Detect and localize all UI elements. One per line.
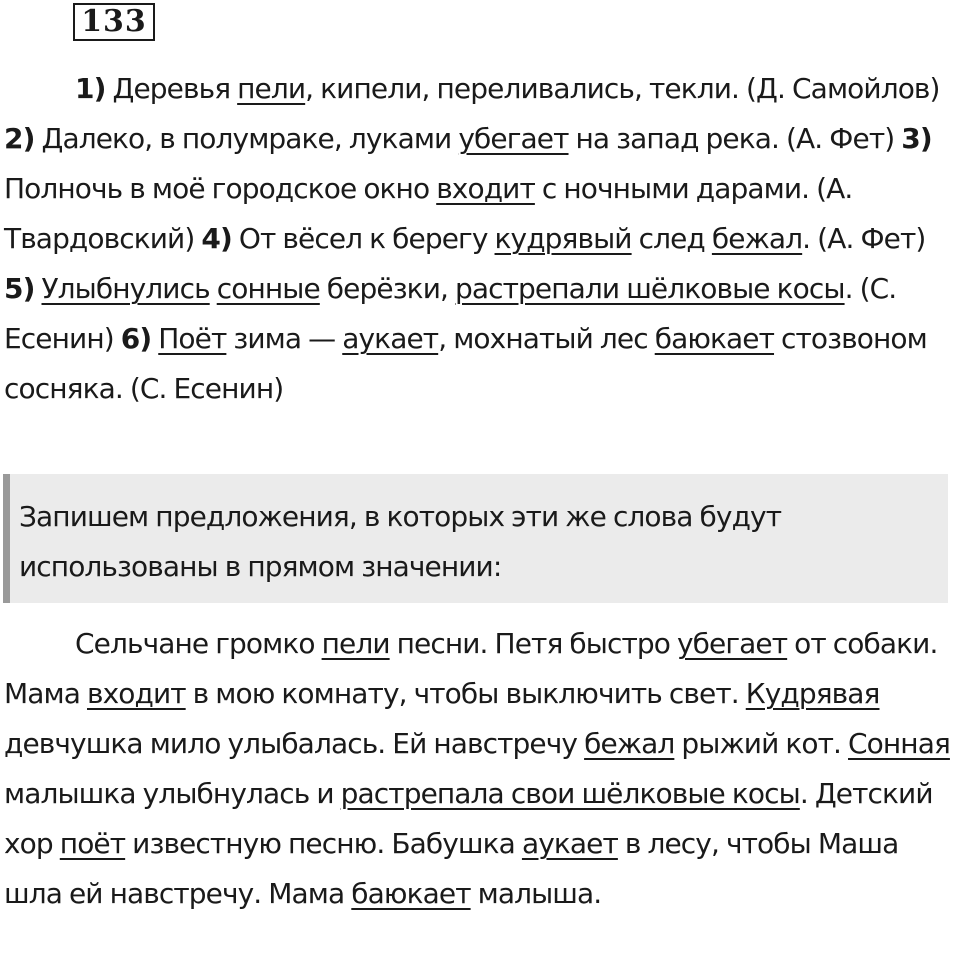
example-text: стозвоном сосняка. (С. Есенин) xyxy=(4,322,927,405)
underlined-word: баюкает xyxy=(654,322,775,355)
example-text: берёзки, xyxy=(319,272,455,305)
example-text: , мохнатый лес xyxy=(438,322,655,355)
example-number: 6) xyxy=(120,322,152,355)
example-number: 2) xyxy=(4,122,35,155)
underlined-word: Улыбнулись xyxy=(41,272,210,305)
example-text: зима — xyxy=(226,322,343,355)
underlined-word: баюкает xyxy=(351,877,471,910)
task-note-text: Запишем предложения, в которых эти же слова будут использованы в прямом значении: xyxy=(19,500,782,583)
example-text: , кипели, переливались, текли. (Д. Самойлов) xyxy=(305,72,940,105)
underlined-word: аукает xyxy=(521,827,618,860)
answer-text: в мою комнату, чтобы выключить свет. xyxy=(185,677,746,710)
underlined-word: бежал xyxy=(711,222,803,255)
underlined-word: растрепали шёлковые косы xyxy=(455,272,845,305)
underlined-word: кудрявый xyxy=(494,222,632,255)
example-text: на запад река. (А. Фет) xyxy=(568,122,902,155)
answer-text: . Детский хор xyxy=(4,777,933,860)
underlined-word: поёт xyxy=(59,827,126,860)
example-text: . (С. Есенин) xyxy=(4,272,897,355)
underlined-word: сонные xyxy=(216,272,320,305)
answer-text: песни. Петя быстро xyxy=(389,627,677,660)
answer-text: малыша. xyxy=(470,877,602,910)
underlined-word: убегает xyxy=(676,627,788,660)
example-number: 5) xyxy=(4,272,35,305)
example-text xyxy=(210,272,217,305)
example-text: Полночь в моё городское окно xyxy=(4,172,437,205)
example-number: 4) xyxy=(201,222,232,255)
example-text: Далеко, в полумраке, луками xyxy=(34,122,459,155)
examples-paragraph xyxy=(4,64,956,414)
answer-text: девчушка мило улыбалась. Ей навстречу xyxy=(4,727,585,760)
task-note xyxy=(3,474,948,603)
example-text: От вёсел к берегу xyxy=(231,222,495,255)
underlined-word: Поёт xyxy=(158,322,227,355)
answer-text: рыжий кот. xyxy=(674,727,849,760)
answer-text: Сельчане громко xyxy=(75,627,322,660)
underlined-word: входит xyxy=(436,172,535,205)
underlined-word: пели xyxy=(237,72,306,105)
underlined-word: Сонная xyxy=(848,727,950,760)
example-text xyxy=(34,272,41,305)
example-number: 3) xyxy=(901,122,932,155)
example-number: 1) xyxy=(75,72,106,105)
answer-text: малышка улыбнулась и xyxy=(4,777,341,810)
underlined-word: растрепала свои шёлковые косы xyxy=(340,777,800,810)
exercise-number: 133 xyxy=(73,3,155,41)
underlined-word: аукает xyxy=(342,322,439,355)
answer-text: известную песню. Бабушка xyxy=(125,827,522,860)
underlined-word: Кудрявая xyxy=(745,677,880,710)
underlined-word: входит xyxy=(87,677,186,710)
underlined-word: пели xyxy=(321,627,390,660)
answer-paragraph xyxy=(4,619,956,919)
underlined-word: бежал xyxy=(584,727,675,760)
answer-text: в лесу, чтобы Маша шла ей навстречу. Мама xyxy=(4,827,899,910)
example-text: Деревья xyxy=(105,72,238,105)
answer-text: от собаки. Мама xyxy=(4,627,938,710)
example-text: . (А. Фет) xyxy=(802,222,926,255)
example-text: с ночными дарами. (А. Твардовский) xyxy=(4,172,853,255)
example-text: след xyxy=(631,222,712,255)
underlined-word: убегает xyxy=(458,122,569,155)
